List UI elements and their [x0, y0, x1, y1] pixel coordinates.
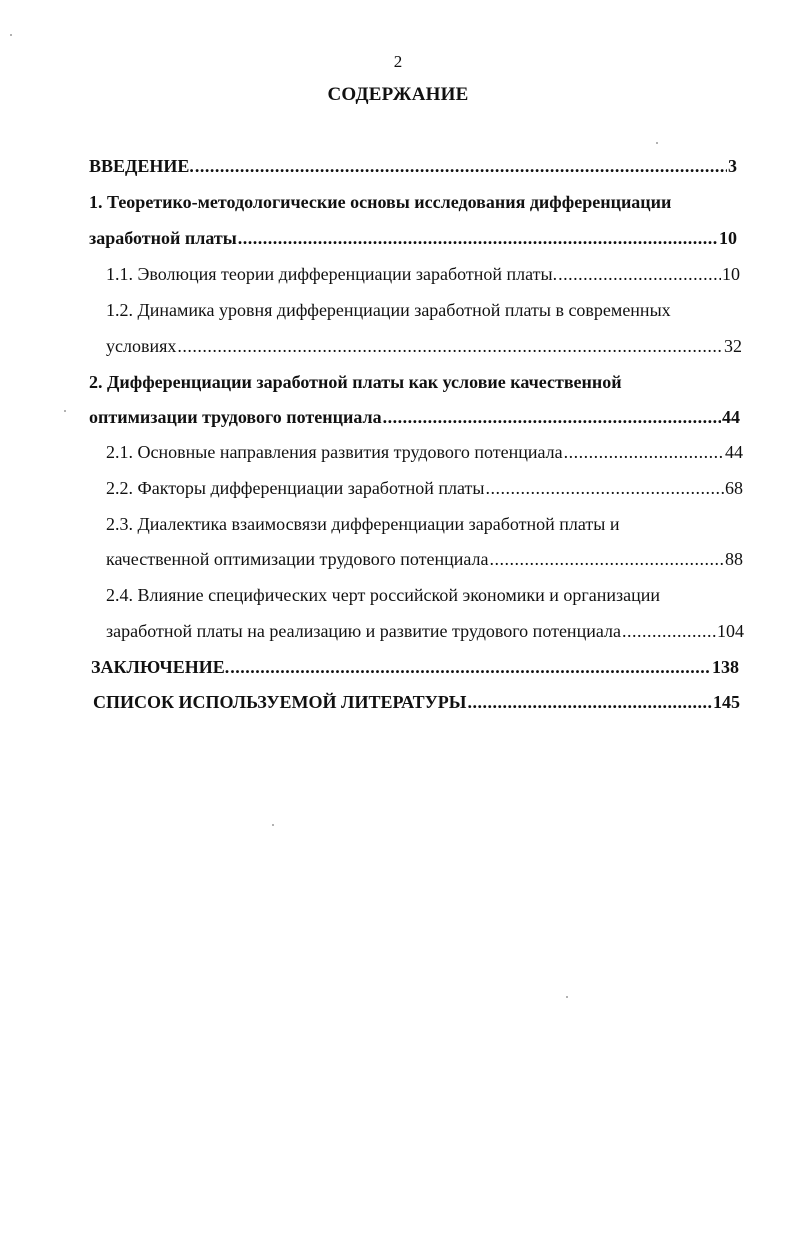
dot-leader	[489, 547, 724, 571]
toc-entry-section-1-2-line-1	[106, 298, 671, 322]
toc-entry-chapter-1-line-1	[89, 190, 671, 214]
dot-leader	[195, 154, 727, 178]
toc-entry-references	[93, 690, 740, 714]
toc-entry-label: ЗАКЛЮЧЕНИЕ.	[91, 657, 230, 677]
toc-page-number: 3	[728, 156, 737, 176]
toc-entry-chapter-2-line-1	[89, 370, 622, 394]
toc-page-number: 68	[725, 478, 743, 498]
toc-entry-label: условиях	[106, 336, 177, 356]
toc-entry-label: 2.3. Диалектика взаимосвязи дифференциации заработной платы и	[106, 514, 620, 534]
toc-page-number: 44	[722, 407, 740, 427]
toc-entry-label: заработной платы	[89, 228, 237, 248]
dot-leader	[622, 619, 716, 643]
toc-entry-label: заработной платы на реализацию и развитие трудового потенциала	[106, 621, 621, 641]
page-title: СОДЕРЖАНИЕ	[327, 84, 469, 105]
toc-entry-label: ВВЕДЕНИЕ.	[89, 156, 194, 176]
scan-speck	[10, 34, 12, 36]
toc-page-number: 88	[725, 549, 743, 569]
toc-entry-section-2-4-line-2	[106, 619, 744, 643]
dot-leader	[383, 405, 721, 429]
toc-entry-introduction	[89, 154, 737, 178]
toc-entry-chapter-2-line-2	[89, 405, 740, 429]
toc-entry-conclusion	[91, 655, 739, 679]
dot-leader	[230, 655, 711, 679]
toc-entry-section-1-1	[106, 262, 740, 286]
toc-entry-label: 1.2. Динамика уровня дифференциации заработной платы в современных	[106, 300, 671, 320]
toc-entry-section-2-3-line-1	[106, 512, 620, 536]
dot-leader	[485, 476, 724, 500]
scan-speck	[272, 824, 274, 826]
toc-entry-label: качественной оптимизации трудового потенциала	[106, 549, 489, 569]
toc-entry-section-2-3-line-2	[106, 547, 743, 571]
page-number: 2	[393, 52, 403, 71]
toc-entry-label: 1. Теоретико-методологические основы исследования дифференциации	[89, 192, 672, 212]
dot-leader	[467, 690, 712, 714]
dot-leader	[238, 226, 718, 250]
toc-entry-section-1-2-line-2	[106, 334, 742, 358]
toc-page-number: 104	[717, 621, 744, 641]
toc-entry-label: 2.2. Факторы дифференциации заработной платы	[106, 478, 485, 498]
scan-speck	[656, 142, 658, 144]
toc-entry-label: 2.4. Влияние специфических черт российской экономики и организации	[106, 585, 661, 605]
toc-entry-chapter-1-line-2	[89, 226, 737, 250]
toc-page-number: 32	[724, 336, 742, 356]
toc-page-number: 44	[725, 442, 743, 462]
toc-page-number: 10	[719, 228, 737, 248]
toc-entry-label: оптимизации трудового потенциала	[89, 407, 382, 427]
toc-entry-section-2-4-line-1	[106, 583, 660, 607]
toc-page-number: 145	[713, 692, 740, 712]
scan-speck	[64, 410, 66, 412]
toc-page-number: 138	[712, 657, 739, 677]
toc-entry-label: 2.1. Основные направления развития трудового потенциала	[106, 442, 563, 462]
toc-entry-label: 2. Дифференциации заработной платы как условие качественной	[89, 372, 622, 392]
toc-entry-section-2-1	[106, 440, 743, 464]
toc-entry-section-2-2	[106, 476, 743, 500]
dot-leader	[564, 440, 724, 464]
toc-page-number: 10	[722, 264, 740, 284]
toc-entry-label: 1.1. Эволюция теории дифференциации заработной платы.	[106, 264, 558, 284]
scan-speck	[566, 996, 568, 998]
toc-entry-label: СПИСОК ИСПОЛЬЗУЕМОЙ ЛИТЕРАТУРЫ	[93, 692, 467, 712]
dot-leader	[558, 262, 721, 286]
dot-leader	[177, 334, 723, 358]
